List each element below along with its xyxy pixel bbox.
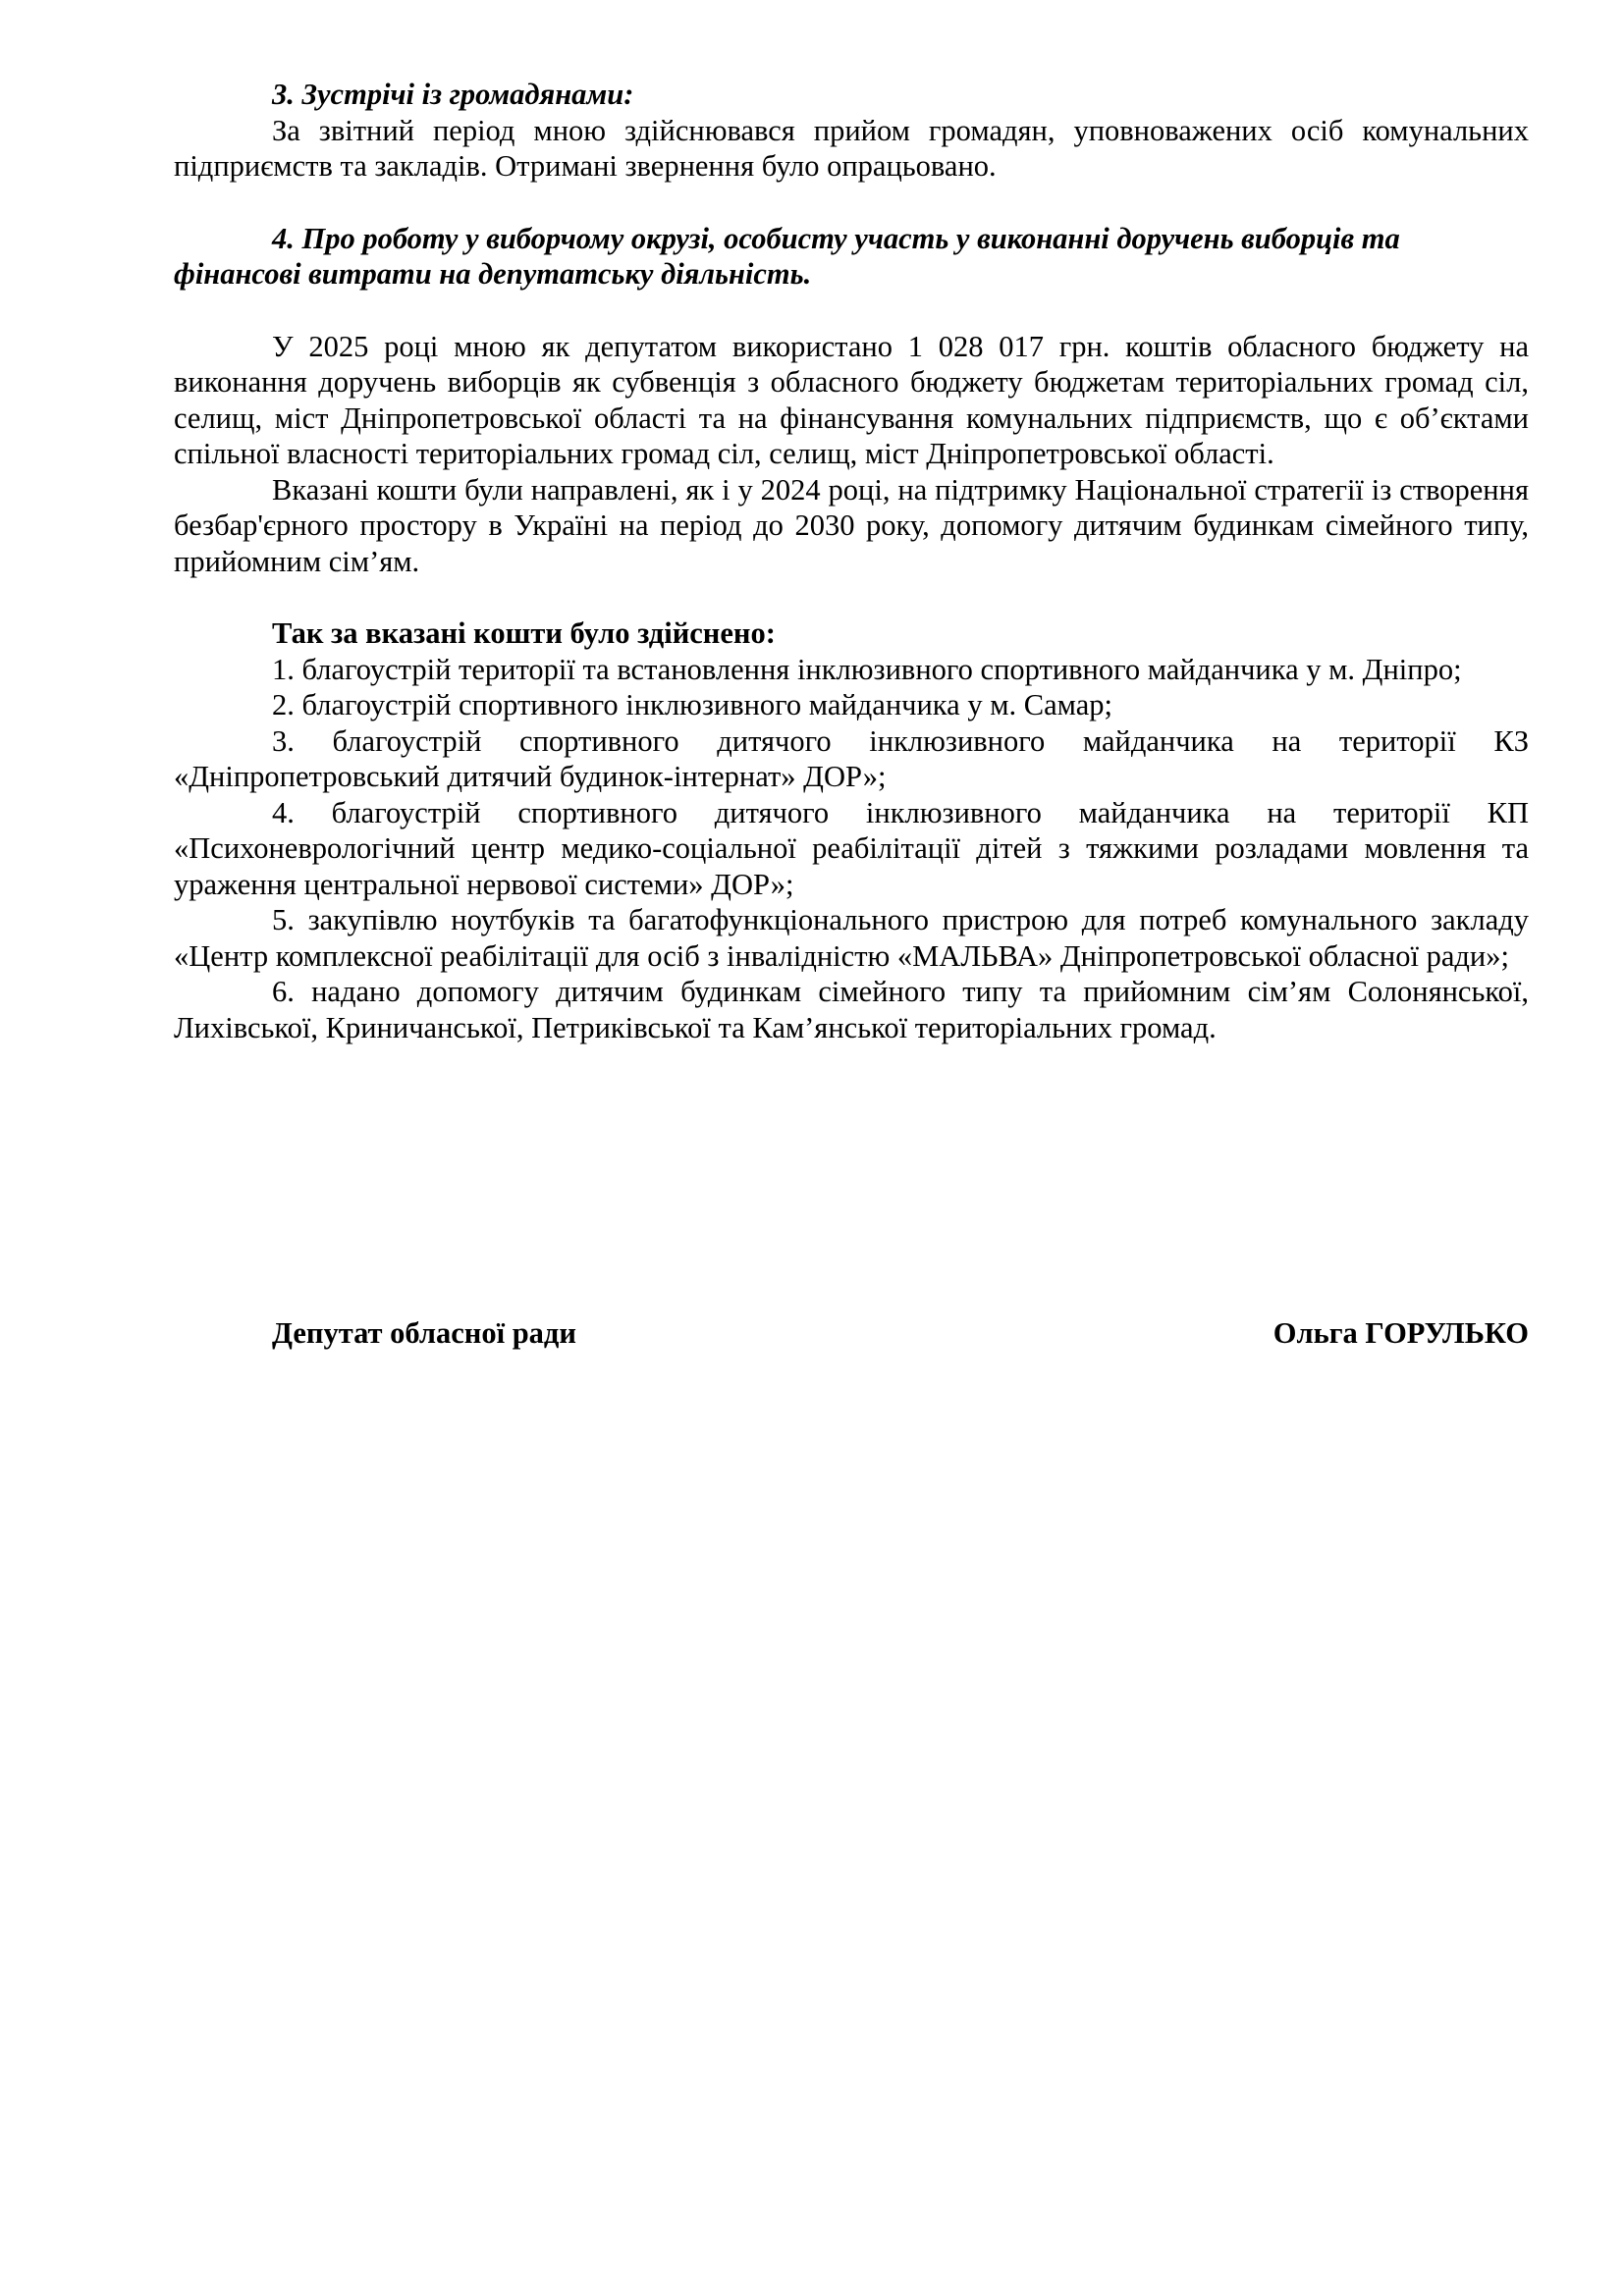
section-heading-district-work: 4. Про роботу у виборчому окрузі, особисту участь у виконанні доручень виборців та фінансові витрати на депутатську діяльність. xyxy=(174,221,1400,291)
section-meetings xyxy=(174,77,1529,185)
section-heading-accomplished: Так за вказані кошти було здійснено: xyxy=(272,616,776,650)
list-item: 6. надано допомогу дитячим будинкам сімейного типу та прийомним сім’ям Солонянської, Лихівської, Криничанської, Петриківської та Кам’янської територіальних громад. xyxy=(174,975,1529,1044)
list-item: 1. благоустрій території та встановлення інклюзивного спортивного майданчика у м. Дніпро; xyxy=(272,652,1462,686)
accomplished-list xyxy=(174,652,1529,1046)
district-work-paragraph-2: Вказані кошти були направлені, як і у 2024 році, на підтримку Національної стратегії із створення безбар'єрного простору в Україні на період до 2030 року, допомогу дитячим будинкам сімейного типу, прийомним сім’ям. xyxy=(174,472,1529,578)
list-item: 4. благоустрій спортивного дитячого інклюзивного майданчика на території КП «Психоневрологічний центр медико-соціальної реабілітації дітей з тяжкими розладами мовлення та ураження центральної нервової системи» ДОР»; xyxy=(174,795,1529,901)
section-heading-meetings: 3. Зустрічі із громадянами: xyxy=(272,78,634,111)
signature-name: Ольга ГОРУЛЬКО xyxy=(1272,1316,1529,1350)
signature-position: Депутат обласної ради xyxy=(272,1316,576,1350)
section-accomplished xyxy=(174,615,1529,1045)
list-item: 5. закупівлю ноутбуків та багатофункціонального пристрою для потреб комунального закладу «Центр комплексної реабілітації для осіб з інвалідністю «МАЛЬВА» Дніпропетровської обласної ради»; xyxy=(174,903,1529,973)
section-district-work xyxy=(174,221,1529,580)
document-page xyxy=(174,77,1529,1045)
signature-block xyxy=(272,1315,1529,1352)
district-work-paragraph-1: У 2025 році мною як депутатом використано 1 028 017 грн. коштів обласного бюджету на виконання доручень виборців як субвенція з обласного бюджету бюджетам територіальних громад сіл, селищ, міст Дніпропетровської області та на фінансування комунальних підприємств, що є об’єктами спільної власності територіальних громад сіл, селищ, міст Дніпропетровської області. xyxy=(174,329,1529,470)
list-item: 3. благоустрій спортивного дитячого інклюзивного майданчика на території КЗ «Дніпропетровський дитячий будинок-інтернат» ДОР»; xyxy=(174,723,1529,793)
list-item: 2. благоустрій спортивного інклюзивного майданчика у м. Самар; xyxy=(272,688,1112,721)
meetings-text: За звітний період мною здійснювався прийом громадян, уповноважених осіб комунальних підприємств та закладів. Отримані звернення було опрацьовано. xyxy=(174,113,1529,183)
